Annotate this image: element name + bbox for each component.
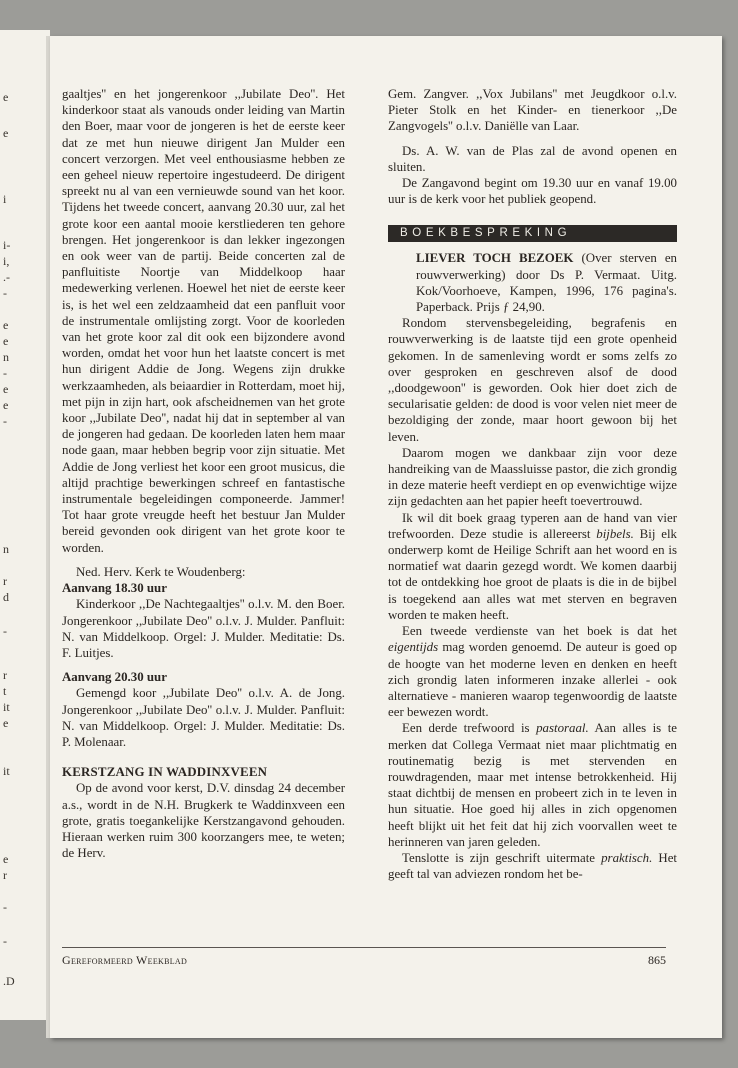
prev-fragment: it xyxy=(3,764,10,778)
book-title: LIEVER TOCH BEZOEK xyxy=(416,251,574,266)
article-paragraph: gaaltjes'' en het jongerenkoor ,,Jubilate Deo''. Het kinderkoor staat als vanouds onder leiding van Martin den Boer, maar voor de jongeren is het de eerste keer dat ze met hun nieuwe dirigent Jan Mulder een concert verzorgen. Met veel enthousiasme hebben ze een geheel nieuw repertoire ingestudeerd. De dirigent spreekt nu al van een vernieuwde sound van het koor. Tijdens het tweede concert, aanvang 20.30 uur, zal het grote koor een aantal mooie kerstliederen ten gehore brengen. Het jongerenkoor is dan lekker ingezongen en ook weer van de partij. Beide concerten zal de panfluitiste Noortje van Middelkoop haar medewerking verlenen. Hoewel het niet de eerste keer is, is het wel een zeldzaamheid dat een panfluit voor de instrumentale omlijsting zorgt. Voor de koorleden van het grote koor zal dit ook een bijzondere avond worden, omdat het voor hun het laatste concert is met hun dirigent Addie de Jong. Wegens zijn drukke werkzaamheden, als beiaardier in Rotterdam, moet hij, met pijn in zijn hart, ook afscheidnemen van het grote koor ,,Jubilate Deo'', nadat hij dat in september al van de jongeren had gedaan. De koorleden laten hem maar node gaan, maar hebben begrip voor zijn situatie. Met Addie de Jong verliest het koor een groot musicus, die altijd prachtige bewerkingen schreef en fantastische instrumentale begeleidingen componeerde. Jammer! Tot haar grote vreugde heeft het bestuur Jan Mulder bereid gevonden ook dirigent van het grote koor te worden. xyxy=(62,87,345,555)
review-paragraph: Een derde trefwoord is pastoraal. Aan alles is te merken dat Collega Vermaat niet maar plichtmatig en routinematig bezig is met stervenden en rouwdragenden, maar met intense betrokkenheid. Hij staat dichtbij de mensen en probeert zich in te leven in hun situatie. Hoe goed hij alles in zich opgenomen heeft blijkt uit het feit dat hij zich voorvallen weet te herinneren van jaren geleden. xyxy=(388,721,677,849)
prev-fragment: e xyxy=(3,398,9,412)
review-paragraph: Een tweede verdienste van het boek is dat het eigentijds mag worden genoemd. De auteur is goed op de hoogte van het moderne leven en denken en heeft zich grondig laten informeren inzake allerlei - ook alternatieve - manieren waarop tegenwoordig de laatste eer bewezen wordt. xyxy=(388,624,677,720)
prev-fragment: r xyxy=(3,868,7,882)
prev-fragment: i, xyxy=(3,254,10,268)
right-column xyxy=(388,86,677,882)
prev-fragment: - xyxy=(3,900,7,914)
prev-fragment: e xyxy=(3,90,9,104)
prev-fragment: e xyxy=(3,716,9,730)
page-number: 865 xyxy=(648,953,666,967)
review-paragraph: Tenslotte is zijn geschrift uitermate praktisch. Het geeft tal van adviezen rondom het be- xyxy=(388,850,677,882)
prev-fragment: - xyxy=(3,414,7,428)
review-paragraph: Rondom stervensbegeleiding, begrafenis en rouwverwerking is de laatste tijd een grote openheid gekomen. In de samenleving wordt er soms zelfs zo over gesproken en geschreven alsof de dood ,,doodgewoon'' is geworden. Ook hier doet zich de secularisatie gelden: de dood is voor velen niet meer de bezoldiging der zonde, maar hoort gewoon bij het leven. xyxy=(388,316,677,444)
previous-page-edge xyxy=(0,30,50,1020)
prev-fragment: e xyxy=(3,334,9,348)
subheading-start-time: Aanvang 20.30 uur xyxy=(62,670,167,685)
prev-fragment: .D xyxy=(3,974,15,988)
prev-fragment: e xyxy=(3,318,9,332)
prev-fragment: - xyxy=(3,624,7,638)
prev-fragment: e xyxy=(3,382,9,396)
program-paragraph: Gemengd koor ,,Jubilate Deo'' o.l.v. A. de Jong. Jongerenkoor ,,Jubilate Deo'' o.l.v. J. Mulder. Panfluit: N. van Middelkoop. Orgel: J. Mulder. Meditatie: Ds. P. Molenaar. xyxy=(62,686,345,749)
article-heading: KERSTZANG IN WADDINXVEEN xyxy=(62,765,268,780)
prev-fragment: e xyxy=(3,852,9,866)
prev-fragment: r xyxy=(3,574,7,588)
venue-line: Ned. Herv. Kerk te Woudenberg: xyxy=(76,564,246,579)
prev-fragment: r xyxy=(3,668,7,682)
magazine-page xyxy=(50,36,722,1038)
article-paragraph: De Zangavond begint om 19.30 uur en vanaf 19.00 uur is de kerk voor het publiek geopend. xyxy=(388,176,677,207)
section-band-book-review: BOEKBESPREKING xyxy=(388,225,677,242)
prev-fragment: - xyxy=(3,366,7,380)
prev-fragment: i xyxy=(3,192,7,206)
book-reference xyxy=(388,250,677,315)
prev-fragment: n xyxy=(3,542,9,556)
book-details: (Over sterven en rouwverwerking) door Ds P. Vermaat. Uitg. Kok/Voorhoeve, Kampen, 1996, 176 pagina's. Paperback. Prijs ƒ 24,90. xyxy=(416,251,677,315)
prev-fragment: i- xyxy=(3,238,11,252)
prev-fragment: .- xyxy=(3,270,10,284)
prev-fragment: it xyxy=(3,700,10,714)
prev-fragment: t xyxy=(3,684,7,698)
subheading-start-time: Aanvang 18.30 uur xyxy=(62,581,167,596)
prev-fragment: d xyxy=(3,590,9,604)
program-paragraph: Kinderkoor ,,De Nachtegaaltjes'' o.l.v. M. den Boer. Jongerenkoor ,,Jubilate Deo'' o.l.v. J. Mulder. Panfluit: N. van Middelkoop. Orgel: J. Mulder. Meditatie: Ds. F. Luitjes. xyxy=(62,597,345,660)
review-paragraph: Ik wil dit boek graag typeren aan de hand van vier trefwoorden. Deze studie is allereerst bijbels. Bij elk onderwerp komt de Heilige Schrift aan het woord en is normatief wat daarin gezegd wordt. We komen daarbij tot de ontdekking hoe groot de plaats is die in de bijbel is toegekend aan alles wat met sterven en begraven worden te maken heeft. xyxy=(388,510,677,622)
left-column xyxy=(62,86,345,861)
page-footer xyxy=(62,953,666,968)
prev-fragment: - xyxy=(3,286,7,300)
review-paragraph: Daarom mogen we dankbaar zijn voor deze handreiking van de Maassluisse pastor, die zich grondig in deze materie heeft verdiept en op evenwichtige wijze zijn gedachten aan het papier heeft toevertrouwd. xyxy=(388,445,677,509)
article-paragraph: Op de avond voor kerst, D.V. dinsdag 24 december a.s., wordt in de N.H. Brugkerk te Waddinxveen een grote, gratis toegankelijke Kerstzangavond gehouden. Hieraan werken ruim 300 koorzangers mee, te weten; de Herv. xyxy=(62,781,345,861)
footer-rule xyxy=(62,947,666,948)
article-paragraph: Gem. Zangver. ,,Vox Jubilans'' met Jeugdkoor o.l.v. Pieter Stolk en het Kinder- en tienerkoor ,,De Zangvogels'' o.l.v. Daniëlle van Laar. xyxy=(388,87,677,134)
article-paragraph: Ds. A. W. van de Plas zal de avond openen en sluiten. xyxy=(388,143,677,174)
prev-fragment: - xyxy=(3,934,7,948)
prev-fragment: n xyxy=(3,350,9,364)
prev-fragment: e xyxy=(3,126,9,140)
publication-name: Gereformeerd Weekblad xyxy=(62,953,188,967)
